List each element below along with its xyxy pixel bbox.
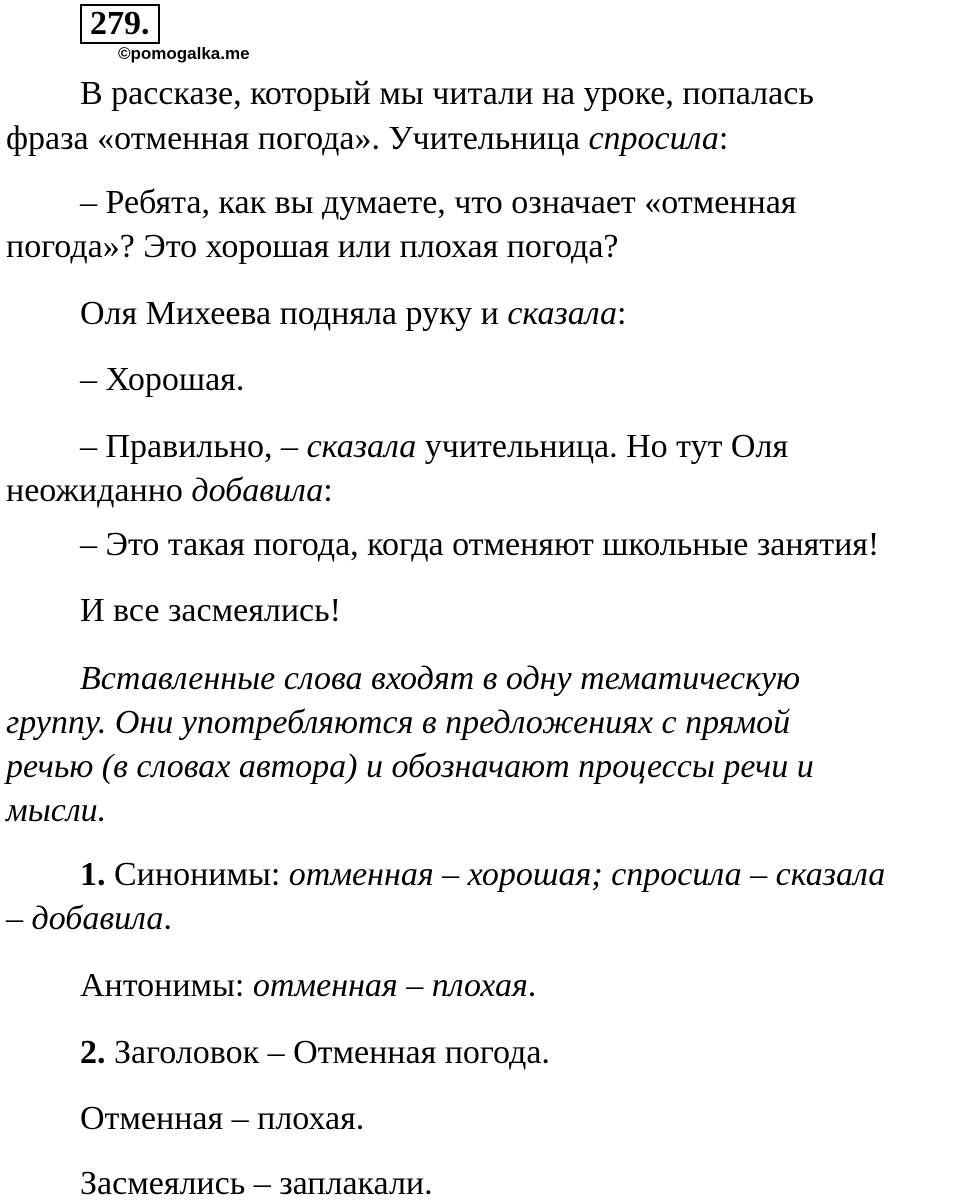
story-text: фраза «отменная погода». Учительница — [6, 120, 589, 157]
dialogue-text: – Хорошая. — [80, 361, 245, 398]
inserted-word: спросила — [588, 120, 719, 157]
story-text: В рассказе, который мы читали на уроке, попалась — [80, 75, 814, 112]
story-text: И все засмеялись! — [80, 592, 341, 629]
story-text: : — [323, 472, 333, 509]
answer-text: Заголовок – Отменная погода. — [105, 1034, 550, 1071]
explanation-line — [6, 747, 960, 787]
answer-line — [6, 899, 960, 939]
story-line — [6, 183, 960, 223]
answer-text: отменная – хорошая; спросила – сказала — [288, 856, 886, 893]
explanation-text: группу. Они употребляются в предложениях с прямой — [6, 704, 791, 741]
explanation-line — [6, 791, 960, 831]
story-line — [6, 360, 960, 400]
answer-text: . — [163, 900, 172, 937]
explanation-text: Вставленные слова входят в одну тематическую — [80, 660, 801, 697]
story-line — [6, 471, 960, 511]
explanation-text: мысли. — [6, 792, 107, 829]
answer-line — [6, 1033, 960, 1073]
story-text: неожиданно — [6, 472, 192, 509]
answer-line — [6, 966, 960, 1006]
answer-text: Засмеялись – заплакали. — [80, 1165, 433, 1202]
dialogue-text: – Это такая погода, когда отменяют школьные занятия! — [80, 526, 880, 563]
explanation-line — [6, 703, 960, 743]
story-text: Оля Михеева подняла руку и — [80, 295, 508, 332]
answer-text: – добавила — [6, 900, 164, 937]
answer-number: 1. — [80, 856, 106, 893]
dialogue-text: – Правильно, – — [80, 428, 307, 465]
story-text: : — [616, 295, 627, 332]
story-line — [6, 525, 960, 565]
inserted-word: сказала — [306, 428, 417, 465]
exercise-number: 279. — [80, 4, 160, 44]
story-text: учительница. Но тут Оля — [416, 428, 789, 465]
answer-text: Отменная – плохая. — [80, 1100, 365, 1137]
dialogue-text: погода»? Это хорошая или плохая погода? — [6, 228, 619, 265]
answer-text: . — [527, 967, 537, 1004]
story-line — [6, 74, 960, 114]
answer-text: отменная – плохая — [252, 967, 528, 1004]
story-line — [6, 427, 960, 467]
story-line — [6, 119, 960, 159]
story-line — [6, 294, 960, 334]
story-line — [6, 227, 960, 267]
explanation-line — [6, 659, 960, 699]
answer-label: Антонимы: — [80, 967, 253, 1004]
explanation-text: речью (в словах автора) и обозначают процессы речи и — [6, 748, 814, 785]
dialogue-text: – Ребята, как вы думаете, что означает «отменная — [80, 184, 797, 221]
inserted-word: добавила — [191, 472, 324, 509]
inserted-word: сказала — [507, 295, 617, 332]
story-text: : — [718, 120, 729, 157]
answer-line — [6, 1164, 960, 1204]
answer-line — [6, 855, 960, 895]
answer-line — [6, 1099, 960, 1139]
answer-number: 2. — [80, 1034, 106, 1071]
story-line — [6, 591, 960, 631]
watermark-text: ©pomogalka.me — [118, 44, 250, 63]
answer-label: Синонимы: — [105, 856, 289, 893]
